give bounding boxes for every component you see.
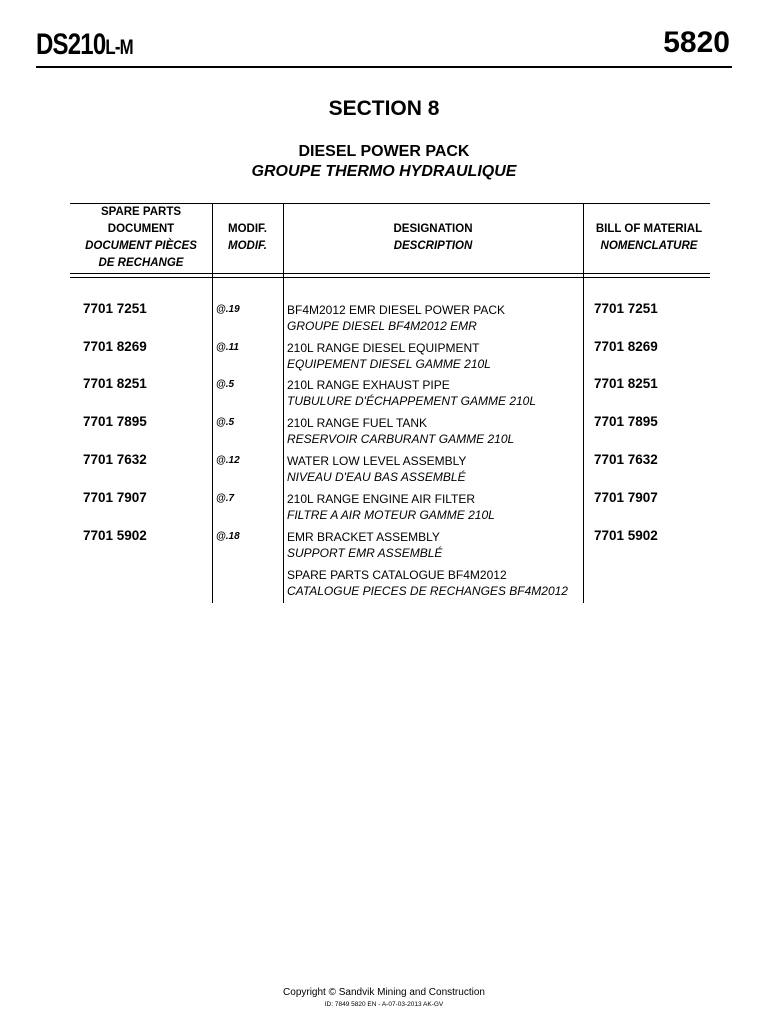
modif-value: @.5 — [216, 417, 235, 428]
bom-number[interactable]: 7701 8269 — [594, 339, 658, 354]
model-suffix: L-M — [105, 36, 133, 59]
designation-fr: EQUIPEMENT DIESEL GAMME 210L — [287, 357, 491, 371]
header-text: DESIGNATION — [393, 223, 473, 235]
bom-number[interactable]: 7701 7907 — [594, 490, 658, 505]
designation-fr: FILTRE A AIR MOTEUR GAMME 210L — [287, 508, 495, 522]
designation-en: 210L RANGE EXHAUST PIPE — [287, 378, 450, 392]
section-title: SECTION 8 — [328, 97, 440, 120]
header-text: BILL OF MATERIAL — [595, 223, 703, 235]
designation-en: BF4M2012 EMR DIESEL POWER PACK — [287, 303, 506, 317]
table-row — [0, 376, 768, 414]
header-rule — [36, 66, 732, 68]
table-row — [0, 301, 768, 339]
model-number: 210 — [67, 28, 106, 61]
header-text: DE RECHANGE — [98, 257, 184, 269]
designation-en: 210L RANGE ENGINE AIR FILTER — [287, 492, 476, 506]
designation-en: 210L RANGE FUEL TANK — [287, 416, 428, 430]
document-number[interactable]: 7701 7907 — [83, 490, 147, 505]
table-row — [0, 528, 768, 566]
table-row — [0, 339, 768, 377]
designation-fr: NIVEAU D'EAU BAS ASSEMBLÉ — [287, 470, 466, 484]
table-row — [0, 452, 768, 490]
designation-fr: CATALOGUE PIECES DE RECHANGES BF4M2012 — [287, 584, 568, 598]
section-subtitle-fr: GROUPE THERMO HYDRAULIQUE — [251, 163, 517, 180]
designation-en: 210L RANGE DIESEL EQUIPMENT — [287, 341, 480, 355]
designation-en: SPARE PARTS CATALOGUE BF4M2012 — [287, 568, 507, 582]
table-header-rule-double — [70, 277, 710, 278]
modif-value: @.18 — [216, 531, 240, 542]
header-text: DOCUMENT — [107, 223, 175, 235]
designation-en: WATER LOW LEVEL ASSEMBLY — [287, 454, 467, 468]
document-number[interactable]: 7701 5902 — [83, 528, 147, 543]
bom-number[interactable]: 7701 5902 — [594, 528, 658, 543]
header-text: SPARE PARTS — [100, 206, 182, 218]
designation-fr: TUBULURE D'ÉCHAPPEMENT GAMME 210L — [287, 394, 537, 408]
document-number[interactable]: 7701 7632 — [83, 452, 147, 467]
designation-fr: RESERVOIR CARBURANT GAMME 210L — [287, 432, 515, 446]
copyright: Copyright © Sandvik Mining and Construction — [283, 987, 485, 998]
modif-value: @.12 — [216, 455, 240, 466]
modif-value: @.5 — [216, 379, 235, 390]
document-number[interactable]: 7701 8269 — [83, 339, 147, 354]
modif-value: @.11 — [216, 342, 239, 353]
designation-fr: SUPPORT EMR ASSEMBLÉ — [287, 546, 443, 560]
header-modif — [212, 221, 283, 255]
document-id: ID: 7849 5820 EN - A-07-03-2013 AK-GV — [324, 1001, 444, 1008]
table-row — [0, 490, 768, 528]
header-text: MODIF. — [228, 240, 267, 252]
bom-number[interactable]: 7701 8251 — [594, 376, 658, 391]
header-spare-parts-document — [70, 204, 212, 272]
header-text: DOCUMENT PIÈCES — [85, 240, 197, 252]
header-designation — [283, 221, 583, 255]
bom-number[interactable]: 7701 7632 — [594, 452, 658, 467]
table-header-rule — [70, 273, 710, 274]
header-text: MODIF. — [228, 223, 267, 235]
bom-number[interactable]: 7701 7251 — [594, 301, 658, 316]
page-number: 5820 — [663, 26, 730, 59]
section-subtitle-en: DIESEL POWER PACK — [298, 143, 470, 160]
table-row — [0, 566, 768, 604]
document-number[interactable]: 7701 7251 — [83, 301, 147, 316]
bom-number[interactable]: 7701 7895 — [594, 414, 658, 429]
designation-en: EMR BRACKET ASSEMBLY — [287, 530, 440, 544]
modif-value: @.19 — [216, 304, 240, 315]
document-number[interactable]: 7701 7895 — [83, 414, 147, 429]
model-designation — [36, 28, 133, 62]
header-bill-of-material — [583, 221, 715, 255]
document-number[interactable]: 7701 8251 — [83, 376, 147, 391]
designation-fr: GROUPE DIESEL BF4M2012 EMR — [287, 319, 477, 333]
header-text: NOMENCLATURE — [600, 240, 698, 252]
header-text: DESCRIPTION — [393, 240, 473, 252]
model-prefix: DS — [36, 28, 68, 61]
modif-value: @.7 — [216, 493, 235, 504]
table-row — [0, 414, 768, 452]
